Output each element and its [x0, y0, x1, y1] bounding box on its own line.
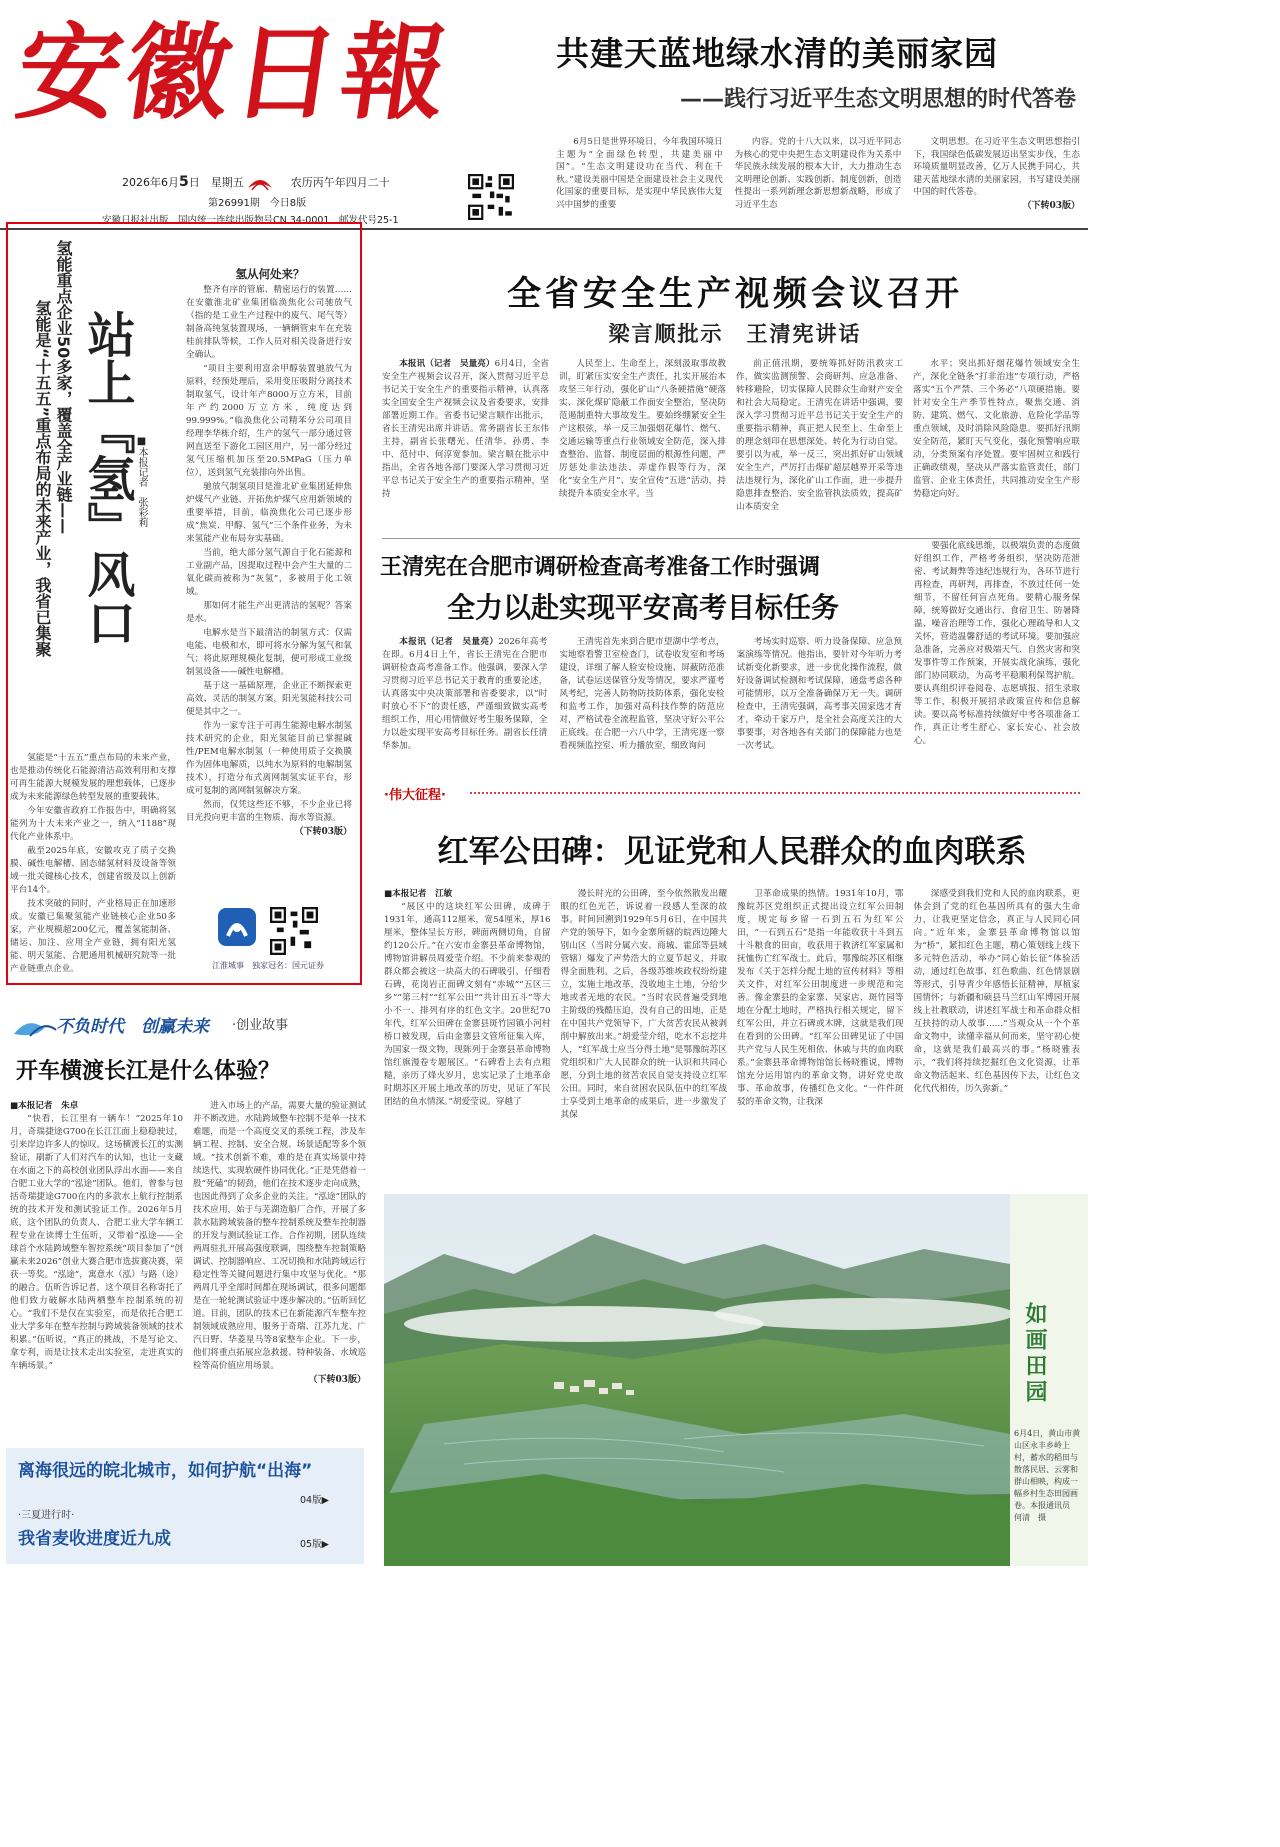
continued-label[interactable]: （下转03版） — [308, 1375, 366, 1385]
section-tag: ·伟大征程· — [384, 788, 446, 803]
meeting-col — [913, 358, 1080, 530]
meeting-col — [736, 358, 903, 530]
teaser-headline[interactable]: 离海很远的皖北城市，如何护航“出海” — [18, 1461, 313, 1481]
paragraph: 6月5日是世界环境日，今年我国环境日主题为“全面绿色转型，共建美丽中国”。“生态文明建设功在当代、利在千秋。”建设美丽中国是全面建设社会主义现代化国家的重要目标，是实现中华民族伟大复兴中国梦的重要 — [556, 137, 723, 210]
paragraph: 6月4日，全省安全生产视频会议召开，深入贯彻习近平总书记关于安全生产的重要指示精神，认真落实全国安全生产视频会议及省委要求，安排部署近期工作。省委书记梁言顺作出批示，省长王清宪出席并讲话。常务副省长王东伟主持，副省长张曙光、任清华、孙勇、李中、范付中、何淳宽参加。梁言顺在批示中指出，全省各地各部门要深入学习贯彻习近平总书记关于安全生产的重要指示精神，坚持 — [382, 359, 549, 499]
redarmy-col — [561, 888, 728, 1180]
qr-code-icon[interactable] — [270, 906, 318, 956]
meeting-col — [382, 358, 549, 530]
redarmy-col — [914, 888, 1081, 1180]
redarmy-body — [384, 888, 1080, 1180]
qr-code-icon[interactable] — [468, 174, 514, 220]
teaser-tag: ·三夏进行时· — [18, 1510, 75, 1520]
exam-col — [559, 636, 724, 776]
car-story-col — [10, 1100, 183, 1432]
meeting-body — [382, 358, 1080, 530]
meeting-byline: 本报讯（记者 吴量亮） — [399, 359, 495, 369]
hydrogen-body-left — [10, 752, 176, 977]
paragraph: 技术突破的同时，产业格局正在加速形成。安徽已集聚氢能产业链核心企业50多家，产业规模超200亿元，覆盖氢能制备、储运、加注、应用全产业链，拥有阳光氢能、明天氢能、合肥通用机械研究院等一批产业链重点企业。 — [10, 899, 176, 974]
top-story-headline[interactable]: 共建天蓝地绿水清的美丽家园 — [556, 34, 998, 72]
car-story-body — [10, 1100, 366, 1432]
date-day: 5 — [179, 174, 189, 190]
meeting-col — [559, 358, 726, 530]
paragraph: 前正值汛期，要统筹抓好防汛救灾工作，做实监测预警、会商研判、应急准备、转移避险，切实保障人民群众生命财产安全和社会大局稳定。王清宪在讲话中强调，要深入学习贯彻习近平总书记关于安全生产的重要指示精神，真正把人民至上、生命至上的理念刻印在思想深处、转化为行动自觉。要引以为戒，举一反三，突出抓好矿山领域安全生产，严厉打击煤矿超层越界开采等违法违规行为，深化矿山工作面，进一步提升隐患排查整治、安全监管执法质效，提高矿山本质安全 — [736, 359, 903, 512]
hydrogen-byline: ■本报记者 张彩莉 — [136, 436, 147, 527]
paragraph: 卫革命成果的热情。1931年10月，鄂豫皖苏区党组织正式提出设立红军公田制度，规定每乡留一石到五石为红军公田，“一石到五石”是指一年能收获十斗到五十斗粮食的田亩，收获用于救济红军家属和抚恤伤亡红军战士。此后，鄂豫皖苏区相继发布《关于怎样分配土地的宣传材料》等相关文件，对红军公田制度进一步规范和完善。像金寨县的金家寨、吴家店、斑竹园等地在分配土地时，严格执行相关规定，留下红军公田，并立石碑或木牌，这就是我们现在看到的公田碑。“红军公田碑见证了中国共产党与人民生死相依、休戚与共的血肉联系。”金寨县革命博物馆馆长杨晓雅说，博物馆充分运用馆内的革命文物，讲好党史故事、革命故事，传播红色文化。“一件件斑驳的革命文物，让我深 — [737, 889, 904, 1107]
hydrogen-subhead: 氢从何处来？ — [235, 267, 305, 281]
paragraph: 考场实时巡察、听力设备保障、应急预案演练等情况。他指出，要针对今年听力考试新变化新要求，进一步优化操作流程，做好设备调试检测和考试保障，通盘考虑各种可能情形，以万全准备确保万无一失。调研检查中，王清宪强调，高考事关国家选才育才，牵动千家万户，是全社会高度关注的大事要事，对各地各有关部门的保障能力也是一次考试。 — [736, 637, 902, 751]
meeting-headline[interactable]: 全省安全生产视频会议召开 — [507, 274, 963, 314]
paragraph: “展区中的这块红军公田碑，成碑于1931年，通高112厘米，宽54厘米，厚16厘米，整体呈长方形，碑面两侧切角，自留约120公斤。”在六安市金寨县革命博物馆，博物馆讲解员周爱莹介绍。不少前来参观的群众都会被这一块高大的石碑吸引，仔细看石碑，花岗岩正面碑文刻有“赤城”“五区三乡”“第三村”“红军公田”“共计田五斗”等大小不一、排列有序的红色文字。20世纪70年代，红军公田碑在金寨县斑竹园镇小河村桥口被发现，后由金寨县文管所征集入库，为国家一级文物，现陈列于金寨县革命博物馆红旗漫卷专题展区。“石碑看上去有点粗糙，亲历了烽火岁月，忠实记录了土地革命时期苏区开展土地改革的历史，见证了军民团结的鱼水情深。”胡爱莹说。穿越了 — [384, 902, 551, 1107]
publisher-emblem-icon — [246, 170, 274, 192]
meeting-subhead: 梁言顺批示 王清宪讲话 — [608, 322, 862, 346]
paragraph: 王清宪首先来到合肥市望湖中学考点，实地察看警卫室检查门，试卷收发室和考场建设，详细了解人脸安检设施、屏蔽防范准备，试卷运送保管分发等情况，要求严谨考风考纪，完善人防物防技防体系，强化安检和监考工作，加强对高科技作弊的防范应对，严格试卷全流程监管，坚决守好公平公正底线。在合肥一六八中学，王清宪逐一察看视频监控室、听力播放室，细致询问 — [559, 637, 725, 751]
paragraph: 作为一家专注于可再生能源电解水制氢技术研究的企业，阳光氢能目前已掌握碱性/PEM电解水制氢（一种使用质子交换膜作为固体电解质，以纯水为原料的电解制氢技术），打造分布式离网制氢实证平台，形成可复制的离网制氢解决方案。 — [186, 721, 352, 796]
paragraph: 截至2025年底，安徽攻克了质子交换膜、碱性电解槽、固态储氢材料及设备等领域一批关键核心技术，创建省级及以上创新平台14个。 — [10, 846, 176, 895]
paragraph: 氢能是“十五五”重点布局的未来产业，也是推动传统化石能源清洁高效利用和支撑可再生能源大规模发展的理想载体，已逐步成为未来能源绿色转型发展的重要载体。 — [10, 753, 176, 802]
continued-label[interactable]: （下转03版） — [294, 827, 352, 837]
paragraph: “项目主要利用富余甲醇装置驰放气为原料，经预处理后，采用变压吸附分离技术制取氢气，设计年产8000万立方米，目前年产约2000万立方米，纯度达到99.999%。”临涣焦化公司精苯分公司项目经理李华栋介绍，生产的氢气一部分通过管网直送至下游化工园区用户，另一部分经过氢气压缩机加压至20.5MPaG（压力单位），送到氢气充装排向外出售。 — [186, 364, 352, 478]
dateline — [122, 174, 462, 190]
redarmy-col — [384, 888, 551, 1180]
series-banner: 不负时代 创赢未来 — [56, 1017, 209, 1036]
publisher-line: 安徽日报社出版 国内统一连续出版物号CN 34-0001 邮发代号25-1 — [102, 215, 399, 226]
lunar-date: 农历丙午年四月二十 — [290, 176, 390, 189]
paragraph: 水平；突出抓好烟花爆竹领域安全生产，深化全链条“打非治违”专项行动，严格落实“五个严禁、三个务必”八项硬措施。要针对安全生产季节性特点，聚焦交通、消防、建筑、燃气、文化旅游、危险化学品等重点领域，及时消除风险隐患。要抓好汛期安全防范，紧盯天气变化，强化预警响应联动，分类预案有序处置。要牢固树立和践行正确政绩观，坚决从严落实监管责任，部门监管、企业主体责任，共同推动安全生产形势稳定向好。 — [913, 359, 1080, 499]
top-story-subhead: ——践行习近平生态文明思想的时代答卷 — [679, 87, 1076, 112]
paragraph: 进入市场上的产品，需要大量的验证测试并不断改进。水陆跨域整车控制不是单一技术难题，而是一个高度交叉的系统工程，涉及车辆工程、控制、安全合规、场景适配等多个领域。“技术创新不难，难的是在真实场景中持续迭代、实现软硬件协同优化。”正是凭借着一股“死磕”的韧劲，他们在技术逐步走向成熟，也因此得到了众多企业的关注。“泓途”团队的技术应用，始于与芜湖造船厂合作，开展了多款水陆跨域装备的整车控制系统及整车控制器的开发与测试验证工作。合作初期，团队连续两周驻扎开展高强度联调，围绕整车控制策略调试、控制器响应、工况切换和水陆跨域运行稳定性等关键问题进行集中攻坚与优化。“那两周几乎全部时间都在现场调试，很多问题都是在一轮轮测试验证中逐步解决的。”伍昕回忆道。目前，团队的技术已在新能源汽车整车控制领域成熟应用，服务于奇瑞、江苏九龙、广汽日野、华菱星马等8家整车企业。下一步，他们将重点拓展应急救援、特种装备、水域巡检等高价值应用场景。 — [193, 1101, 366, 1371]
hydrogen-kicker: 氢能重点企业50多家，覆盖全产业链—— — [54, 240, 73, 535]
exam-headline[interactable]: 全力以赴实现平安高考目标任务 — [446, 591, 839, 624]
paragraph: 要强化底线思维，以极端负责的态度做好组织工作，严格考务组织，坚决防范泄密、考试舞弊等违纪违规行为，各环节进行再检查，再研判，再排查，不放过任何一处细节，不留任何盲点死角。要精心服务保障，统筹做好交通出行、食宿卫生、防暑降温、噪音治理等工作，强化心理疏导和人文关怀，营造温馨舒适的考试环境。要加强应急准备，完善应对极端天气、自然灾害和突发事件等工作预案，开展实战化演练，强化部门协同联动，为高考平稳顺利保驾护航。要认真组织评卷阅卷、志愿填报、招生录取等工作，积极开展招录政策宣传和信息解读。要以高考标准持续做好中考各项准备工作，真正让考生舒心、家长安心、社会放心。 — [914, 541, 1080, 746]
photo-title: 如画田园 — [1022, 1302, 1048, 1406]
exam-col — [737, 636, 902, 776]
paragraph: 整齐有序的管廊、精密运行的装置……在安徽淮北矿业集团临涣焦化公司驰放气（指的是工业生产过程中的废气、尾气等）制备高纯氢装置现场，一辆辆管束车在充装桂前排队等候，工作人员对相关设备进行安全确认。 — [186, 285, 352, 360]
top-story-col — [556, 136, 723, 226]
section-divider — [382, 538, 1080, 539]
car-story-headline[interactable]: 开车横渡长江是什么体验？ — [16, 1058, 281, 1084]
paragraph: 驰放气制氢项目是淮北矿业集团延伸焦炉煤气产业链、开拓焦炉煤气应用新领域的重要举措，目前，临涣焦化公司已逐步形成“焦炭、甲醇、氢气”三个条件业务，为未来氢能产业布局夯实基础。 — [186, 482, 352, 544]
paragraph: “快看，长江里有一辆车！”2025年10月，奇瑞捷途G700在长江江面上稳稳驶过，引来岸边许多人的惊叹。这场横渡长江的实测验证，刷新了人们对汽车的认知，也让一支藏在水面之下的高校创业团队浮出水面——来自合肥工业大学的“泓途”团队。他们，曾参与包括奇瑞捷途G700在内的多款水上航行控制系统的技术开发和测试验证工作。2026年5月底，这个团队的负责人、合肥工业大学车辆工程专业在读博士生伍昕，又带着“泓途——全球首个水陆跨域整车智控系统”项目参加了“创赢未来2026”创业大赛合肥市选拔赛决赛，荣获一等奖。“泓途”，寓意水（泓）与路（途）的融合。伍昕告诉记者，这个项目名称寄托了他们致力破解水陆两栖整车控制系统的初心。“我们不是仅在实验室，而是依托合肥工业大学多年在整车控制与跨域装备领域的技术积累。”伍昕说，“真正的挑战，不是写论文、拿专利，而是让技术走出实验室，走进真实的车辆场景。” — [10, 1114, 183, 1371]
top-story-col — [913, 136, 1080, 226]
series-tag: ·创业故事 — [232, 1018, 289, 1033]
continued-label[interactable]: （下转03版） — [1022, 200, 1080, 211]
paragraph: 文明思想。在习近平生态文明思想指引下，我国绿色低碳发展迈出坚实步伐，生态环境质量明显改善，亿万人民携手同心，共建天蓝地绿水清的美丽家园，书写建设美丽中国的时代答卷。 — [913, 137, 1080, 197]
hydrogen-headline[interactable]: 站上『氢』风口 — [79, 310, 135, 646]
exam-body — [382, 636, 902, 776]
sponsor-line: 江淮城事 独家冠名：国元证券 — [212, 961, 324, 970]
countryside-photo[interactable] — [384, 1194, 1010, 1566]
paragraph: 人民至上、生命至上，深刻汲取事故教训，盯紧压实安全生产责任，扎实开展治本攻坚三年行动，强化矿山“八条硬措施”硬落实、深化煤矿隐蔽工作面安全整治，坚决防范遏制重特大事故发生。要始终绷紧安全生产这根弦，举一反三加强烟花爆竹、燃气、交通运输等重点行业领域安全防范，深入排查整治、监督、制度层面的根源性问题，严厉惩处非法违法、弄虚作假等行为，深化“安全生产月”、安全宣传“五进”活动，持续提升本质安全水平。当 — [559, 359, 726, 499]
issue-line: 第26991期 今日8版 — [208, 198, 307, 208]
paragraph: 电解水是当下最清洁的制氢方式：仅需电能、电极和水，即可将水分解为氢气和氧气；将此原理规模化复制，便可形成工业级制氢设备——碱性电解槽。 — [186, 628, 352, 677]
exam-col-right — [914, 540, 1080, 780]
dotted-divider — [470, 792, 1080, 796]
exam-byline: 本报讯（记者 吴量亮） — [399, 637, 499, 647]
paragraph: 那如何才能生产出更清洁的氢呢？答案是水。 — [186, 601, 352, 624]
redarmy-byline: ■本报记者 江敏 — [384, 889, 453, 899]
hydrogen-kicker-2: 氢能是“十五五”重点布局的未来产业，我省已集聚 — [33, 300, 52, 658]
paragraph: 然而，仅凭这些还不够，不少企业已将目光投向更丰富的生物质、海水等资源。 — [186, 800, 352, 823]
teaser-page-link[interactable]: 04版▶ — [300, 1495, 329, 1506]
hydrogen-body-right — [186, 284, 352, 894]
paragraph: 当前，绝大部分氢气源自于化石能源和工业副产品，因提取过程中会产生大量的二氧化碳而被称为“灰氢”，多被用于化工领域。 — [186, 548, 352, 597]
teaser-page-link-2[interactable]: 05版▶ — [300, 1539, 329, 1550]
car-story-col — [193, 1100, 366, 1432]
paragraph: 基于这一基础原理，企业正不断探索更高效、灵活的制氢方案，阳光氢能科技公司便是其中之一。 — [186, 681, 352, 717]
teaser-headline-2[interactable]: 我省麦收进度近九成 — [18, 1529, 171, 1549]
car-story-byline: ■本报记者 朱卓 — [10, 1101, 79, 1111]
redarmy-col — [737, 888, 904, 1180]
exam-headline-top[interactable]: 王清宪在合肥市调研检查高考准备工作时强调 — [380, 555, 821, 580]
photo-caption: 6月4日，黄山市黄山区永丰乡岭上村，蓄水的稻田与散落民居、云雾和群山相映，构成一幅乡村生态田园画卷。本报通讯员 何清 摄 — [1014, 1429, 1081, 1522]
redarmy-headline[interactable]: 红军公田碑：见证党和人民群众的血肉联系 — [437, 834, 1027, 870]
paragraph: 深感受到我们党和人民的血肉联系，更体会到了党的红色基因所具有的强大生命力，让我更坚定信念，真正与人民同心同向。”近年来，金寨县革命博物馆以馆为“桥”，紧扣红色主题，精心策划线上线下多元特色活动，举办“同心始长征”体验活动，通过红色故事、红色歌曲、红色情景剧等形式，引导青少年感悟长征精神，厚植家国情怀；与新疆和硕县马兰红山军博园开展线上社教联动，讲述红军战士和革命群众相互扶持的动人故事……“当观众从一个个革命文物中，读懂幸福从何而来，坚守初心使命，这就是我们最高兴的事。”杨晓雅表示，“我们将持续挖掘红色文化资源，让革命文物活起来、红色基因传下去，让红色文化代代相传，历久弥新。” — [913, 889, 1080, 1094]
masthead-logo: 安徽日報 — [9, 11, 459, 134]
paragraph: 2026年高考在即。6月4日上午，省长王清宪在合肥市调研检查高考准备工作。他强调，要深入学习贯彻习近平总书记关于教育的重要论述，认真落实中央决策部署和省委要求，以“时时放心不下”的责任感，严谨细致做实高考组织工作，用心用情做好考生服务保障，全力以赴实现平安高考目标任务。副省长任清华参加。 — [382, 637, 548, 751]
date-tail: 日 星期五 — [188, 176, 244, 189]
paragraph: 今年安徽省政府工作报告中，明确将氢能列为十大未来产业之一，纳入“1188”现代化产业体系中。 — [10, 806, 176, 842]
exam-col — [382, 636, 547, 776]
date-main: 2026年6月 — [122, 176, 179, 189]
top-story-col — [735, 136, 902, 226]
jianghuai-logo-icon — [214, 906, 260, 956]
paragraph: 漫长时光的公田碑，至今依然散发出耀眼的红色光芒，诉说着一段感人至深的故事。时间回溯到1929年5月6日，在中国共产党的领导下，如今金寨所辖的皖西边陲大别山区（当时分属六安、商城、霍邱等县域管辖）爆发了声势浩大的立夏节起义，并取得全面胜利。之后，各级苏维埃政权纷纷建立，实施土地改革，没收地主土地，分给少地或者无地的农民。“当时农民普遍受到地主阶级的残酷压迫，没有自己的田地，正是在中国共产党领导下，广大贫苦农民从被剥削中解放出来。”胡爱莹介绍，吃水不忘挖井人，“红军战士应当分得土地”是鄂豫皖苏区党组织和广大人民群众的统一认识和共同心愿，分到土地的贫苦农民自觉支持设立红军公田。同时，来自贫困农民队伍中的红军战士享受到土地革命的成果后，进一步激发了其保 — [560, 889, 727, 1120]
paragraph: 内容。党的十八大以来，以习近平同志为核心的党中央把生态文明建设作为关系中华民族永续发展的根本大计，大力推动生态文明理论创新、实践创新、制度创新，创造性提出一系列新理念新思想新战略，形成了习近平生态 — [734, 137, 902, 210]
top-story-body — [556, 136, 1080, 226]
